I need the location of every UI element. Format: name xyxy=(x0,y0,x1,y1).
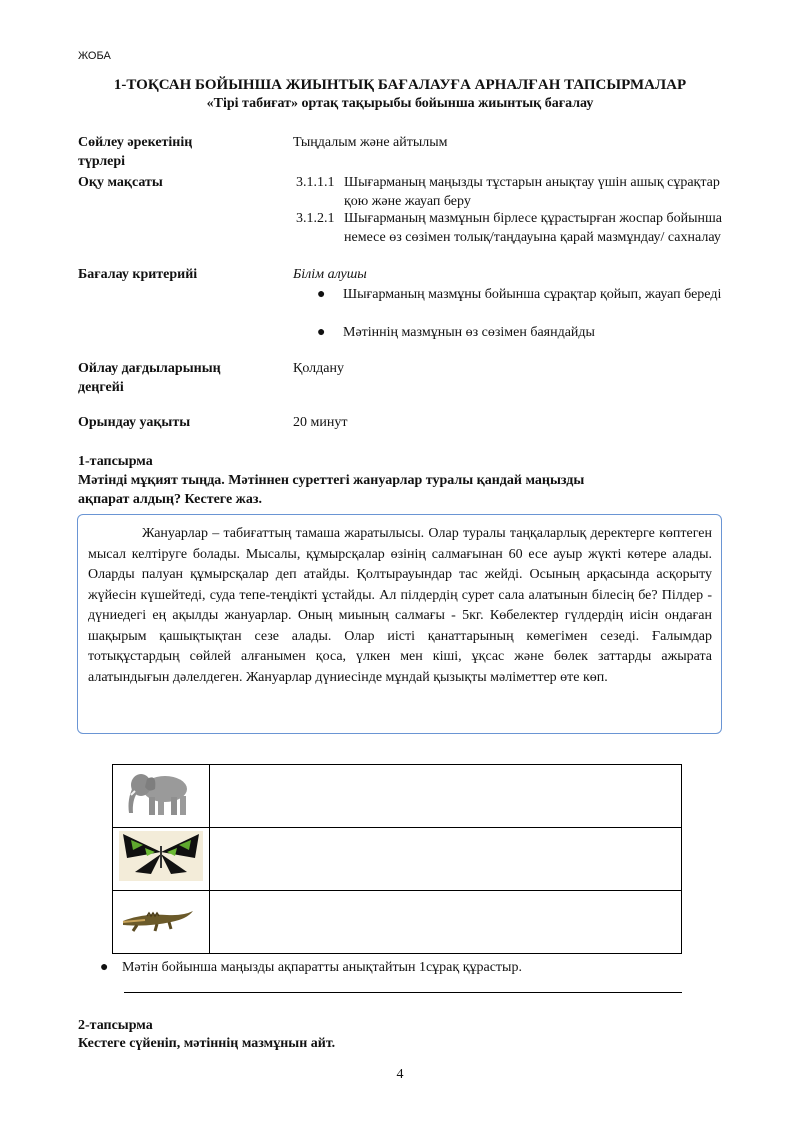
criteria-intro: Білім алушы xyxy=(293,267,367,282)
bullet-icon: ● xyxy=(317,287,326,302)
speech-activity-value: Тыңдалым және айтылым xyxy=(293,135,448,150)
bullet-icon: ● xyxy=(100,960,109,975)
task1-instruction-line1: Мәтінді мұқият тыңда. Мәтіннен суреттегі жануарлар туралы қандай маңызды xyxy=(78,473,585,488)
thinking-skills-value: Қолдану xyxy=(293,361,344,376)
objective-item xyxy=(296,209,726,266)
thinking-skills-label xyxy=(78,359,278,397)
objective-text: Шығарманың маңызды тұстарын анықтау үшін ашық сұрақтар қою және жауап беру xyxy=(344,175,720,209)
thinking-skills-label-line1: Ойлау дағдыларының xyxy=(78,361,221,376)
table-row xyxy=(113,891,682,954)
criteria-text: Шығарманың мазмұны бойынша сұрақтар қойып, жауап береді xyxy=(343,287,722,302)
document-subtitle: «Тірі табиғат» ортақ тақырыбы бойынша жиынтық бағалау xyxy=(206,96,594,111)
speech-activity-label-line1: Сөйлеу әрекетінің xyxy=(78,135,193,150)
butterfly-icon xyxy=(113,828,209,885)
butterfly-answer-cell[interactable] xyxy=(210,828,682,891)
task1-heading: 1-тапсырма xyxy=(78,454,153,469)
table-row xyxy=(113,828,682,891)
animals-answer-table xyxy=(112,764,682,954)
criteria-list xyxy=(317,285,737,345)
learning-objective-label: Оқу мақсаты xyxy=(78,175,163,190)
document-title: 1-ТОҚСАН БОЙЫНША ЖИЫНТЫҚ БАҒАЛАУҒА АРНАЛҒАН ТАПСЫРМАЛАР xyxy=(113,77,687,93)
task2-instruction: Кестеге сүйеніп, мәтіннің мазмұнын айт. xyxy=(78,1036,336,1051)
task1-instruction-line2: ақпарат алдың? Кестеге жаз. xyxy=(78,492,262,507)
task2-heading: 2-тапсырма xyxy=(78,1018,153,1033)
document-header-tag: ЖОБА xyxy=(78,50,111,62)
table-row xyxy=(113,765,682,828)
elephant-picture-cell xyxy=(113,765,210,828)
crocodile-icon xyxy=(113,891,209,948)
answer-line[interactable] xyxy=(124,992,682,993)
page-number: 4 xyxy=(396,1067,404,1082)
listening-passage: Жануарлар – табиғаттың тамаша жаратылысы. Олар туралы таңқаларлық деректерге көптеген мысал келтіруге болады. Мысалы, құмырсқалар өзінің салмағынан 60 есе ауыр жүкті көтере алады. Оларды палуан құмырсқалар деп атайды. Қолтырауындар тас жейді. Осының арқасында асқорыту жүйесін күшейтеді, суда тепе-теңдікті ұстайды. Ал пілдердің сурет сала алатынын білесің бе? Пілдер - дүниедегі ең ақылды жануарлар. Оның миының салмағы - 5кг. Көбелектер гүлдердің иісін ондаған шақырым қашықтықтан сезе алады. Олар иісті қанаттарының көмегімен сезеді. Ғалымдар тотықұстардың сөйлей алғанымен қоса, үлкен мен кіші, ұқсас және бөлек заттарды ажырата алатындығын дәлелдеген. Жануарлар дүниесінде мұндай қызықты мәліметтер өте көп. xyxy=(77,514,722,734)
elephant-answer-cell[interactable] xyxy=(210,765,682,828)
elephant-icon xyxy=(113,765,209,822)
criteria-item xyxy=(317,323,737,342)
thinking-skills-label-line2: деңгейі xyxy=(78,380,124,395)
speech-activity-label xyxy=(78,133,278,171)
butterfly-picture-cell xyxy=(113,828,210,891)
criteria-item xyxy=(317,285,737,323)
question-instruction: Мәтін бойынша маңызды ақпаратты анықтайтын 1сұрақ құрастыр. xyxy=(121,960,522,975)
crocodile-picture-cell xyxy=(113,891,210,954)
bullet-icon: ● xyxy=(317,325,326,340)
objective-text: Шығарманың мазмұнын бірлесе құрастырған жоспар бойынша немесе өз сөзімен толық/таңдауына қарай мазмұндау/ сахналау xyxy=(344,211,722,245)
objective-item xyxy=(296,173,726,211)
criteria-text: Мәтіннің мазмұнын өз сөзімен баяндайды xyxy=(343,325,595,340)
question-bullet xyxy=(100,960,522,976)
speech-activity-label-line2: түрлері xyxy=(78,154,126,169)
objective-number: 3.1.1.1 xyxy=(296,175,335,190)
crocodile-answer-cell[interactable] xyxy=(210,891,682,954)
duration-label: Орындау уақыты xyxy=(78,415,191,430)
duration-value: 20 минут xyxy=(293,415,348,430)
assessment-criteria-label: Бағалау критерийі xyxy=(78,267,198,282)
objective-number: 3.1.2.1 xyxy=(296,211,335,226)
learning-objectives xyxy=(296,173,726,263)
